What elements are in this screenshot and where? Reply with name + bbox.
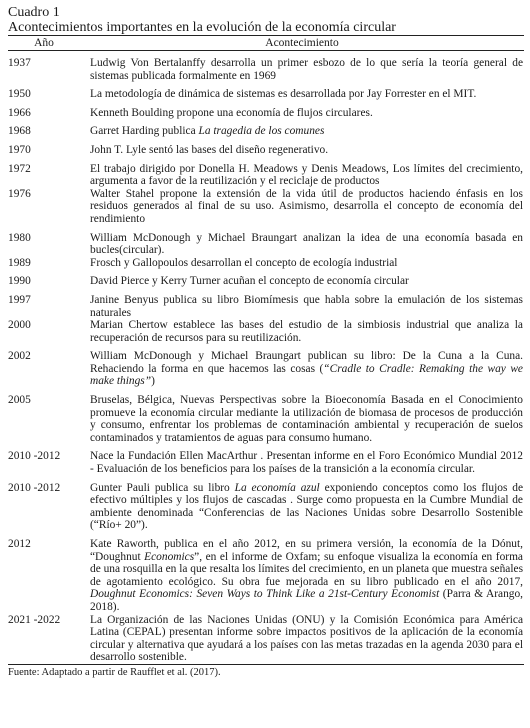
header-event: Acontecimiento (265, 37, 339, 49)
table-row (8, 163, 524, 188)
event-text-italic: Doughnut Economics: Seven Ways to Think Like a 21st-Century Economist (90, 588, 440, 601)
header-year: Año (34, 37, 54, 49)
row-year: 1997 (8, 293, 31, 306)
event-text: Kate Raworth, publica en el año 2012, en su primera versión, la economía de la Dónut, “Doughnut (90, 538, 523, 563)
event-text: Garret Harding publica (90, 125, 199, 138)
row-event (90, 538, 524, 614)
table-row (8, 57, 524, 82)
event-text: La metodología de dinámica de sistemas es desarrollada por Jay Forrester en el MIT. (90, 88, 477, 101)
table-source: Fuente: Adaptado a partir de Raufflet et al. (2017). (8, 666, 221, 678)
table-caption-title: Acontecimientos importantes en la evolución de la economía circular (8, 20, 396, 35)
row-year: 2000 (8, 319, 31, 332)
event-text: ”, en el informe de Oxfam; su enfoque visualiza la economía en forma de una rosquilla en la que resalta los límites del crecimiento, en un planeta que muestra señales de agotamiento ecológico. Su obra fue mejorada en su libro publicado en el año 2017, (90, 550, 524, 588)
row-year: 2012 (8, 538, 31, 550)
row-year: 1972 (8, 162, 31, 175)
row-year: 1950 (8, 88, 31, 101)
row-event (90, 450, 524, 475)
row-event (90, 232, 524, 257)
table-row (8, 107, 524, 120)
event-text: William McDonough y Michael Braungart analizan la idea de una economía basada en bucles(circular). (90, 231, 523, 257)
row-event (90, 275, 524, 288)
table-row (8, 350, 524, 388)
row-event (90, 163, 524, 188)
table-body (8, 57, 524, 664)
row-event (90, 319, 524, 344)
event-text: Marian Chertow establece las bases del estudio de la simbiosis industrial que analiza la recuperación de recursos para su reutilización. (90, 319, 523, 344)
row-event (90, 88, 524, 101)
row-year: 2010 -2012 (8, 481, 61, 494)
row-event (90, 188, 524, 226)
bottom-rule (8, 664, 524, 665)
event-text: Nace la Fundación Ellen MacArthur . Presentan informe en el Foro Económico Mundial 2012 - Evaluación de los beneficios para los países de la transición a la economía circular. (90, 450, 523, 476)
table-row (8, 294, 524, 319)
row-year: 1968 (8, 125, 31, 138)
table-row (8, 450, 524, 475)
table-row (8, 188, 524, 226)
event-text-italic: Economics (144, 550, 195, 563)
row-year: 1970 (8, 143, 31, 156)
row-event (90, 482, 524, 532)
row-event (90, 125, 524, 138)
event-text: Gunter Pauli publica su libro (90, 481, 235, 494)
row-event (90, 350, 524, 388)
event-text-italic: La economía azul (234, 481, 320, 494)
event-text: Kenneth Boulding propone una economía de flujos circulares. (90, 106, 373, 119)
row-event (90, 394, 524, 444)
header-rule (8, 50, 524, 51)
event-text: John T. Lyle sentó las bases del diseño regenerativo. (90, 143, 329, 156)
event-text: La Organización de las Naciones Unidas (ONU) y la Comisión Económica para América Latina (CEPAL) presentan informe sobre impactos positivos de la aplicación de la economía circular y alternativa que ayudará a los países con las metas trazadas en la agenda 2030 para el desarrollo sostenible. (90, 613, 523, 664)
table-row (8, 482, 524, 532)
row-year: 2002 (8, 350, 31, 363)
event-text: Janine Benyus publica su libro Biomímesis que habla sobre la emulación de los sistemas naturales (90, 293, 523, 319)
table-row (8, 394, 524, 444)
table-row (8, 275, 524, 288)
row-event (90, 144, 524, 157)
table-row (8, 257, 524, 270)
row-year: 2021 -2022 (8, 613, 61, 626)
row-year: 1937 (8, 57, 31, 69)
table-row (8, 319, 524, 344)
event-text-italic: La tragedia de los comunes (198, 125, 325, 138)
table-row (8, 232, 524, 257)
event-text: Ludwig Von Bertalanffy desarrolla un primer esbozo de lo que sería la teoría general de sistemas publicada formalmente en 1969 (90, 57, 523, 82)
table-row (8, 538, 524, 614)
row-year: 1990 (8, 275, 31, 288)
row-event (90, 257, 524, 270)
event-text: Walter Stahel propone la extensión de la vida útil de productos haciendo énfasis en los residuos generados al final de su uso. Asimismo, desarrolla el concepto de economía del rendimiento (90, 187, 523, 225)
row-event (90, 614, 524, 664)
table-header (8, 36, 524, 50)
row-event (90, 294, 524, 319)
row-year: 1980 (8, 231, 31, 244)
table-caption-label: Cuadro 1 (8, 5, 60, 20)
table-row (8, 125, 524, 138)
event-text: Bruselas, Bélgica, Nuevas Perspectivas sobre la Bioeconomía Basada en el Conocimiento promueve la economía circular mediante la utilización de biomasa de procesos de producción y consumo, enfrentar los problemas de contaminación ambiental y recuperación de suelos contaminados y tratamientos de aguas para consumo humano. (90, 394, 523, 444)
row-year: 2005 (8, 394, 31, 407)
row-event (90, 57, 524, 82)
table-row (8, 614, 524, 664)
row-year: 1989 (8, 256, 31, 269)
table-row (8, 88, 524, 101)
event-text-italic: “Cradle to Cradle: Remaking the way we make things” (90, 362, 523, 388)
event-text: David Pierce y Kerry Turner acuñan el concepto de economía circular (90, 275, 409, 288)
table-row (8, 144, 524, 157)
event-text: ) (151, 375, 155, 388)
event-text: (Parra & Arango, 2018). (90, 588, 523, 613)
row-year: 2010 -2012 (8, 450, 61, 463)
event-text: William McDonough y Michael Braungart publican su libro: De la Cuna a la Cuna. Rehaciendo la forma en que hacemos las cosas ( (90, 350, 523, 375)
event-text: exponiendo conceptos como los flujos de efectivo múltiples y los flujos de cascadas . Surge como propuesta en la Cumbre Mundial de ambiente denominada “Conferencias de las Naciones Unidas sobre Desarrollo Sostenible (“Río+ 20”). (90, 481, 524, 532)
event-text: Frosch y Gallopoulos desarrollan el concepto de ecología industrial (90, 256, 398, 269)
row-year: 1976 (8, 187, 31, 200)
row-event (90, 107, 524, 120)
row-year: 1966 (8, 106, 31, 119)
event-text: El trabajo dirigido por Donella H. Meadows y Denis Meadows, Los límites del crecimiento, argumenta a favor de la reutilización y el reciclaje de productos (90, 162, 523, 188)
